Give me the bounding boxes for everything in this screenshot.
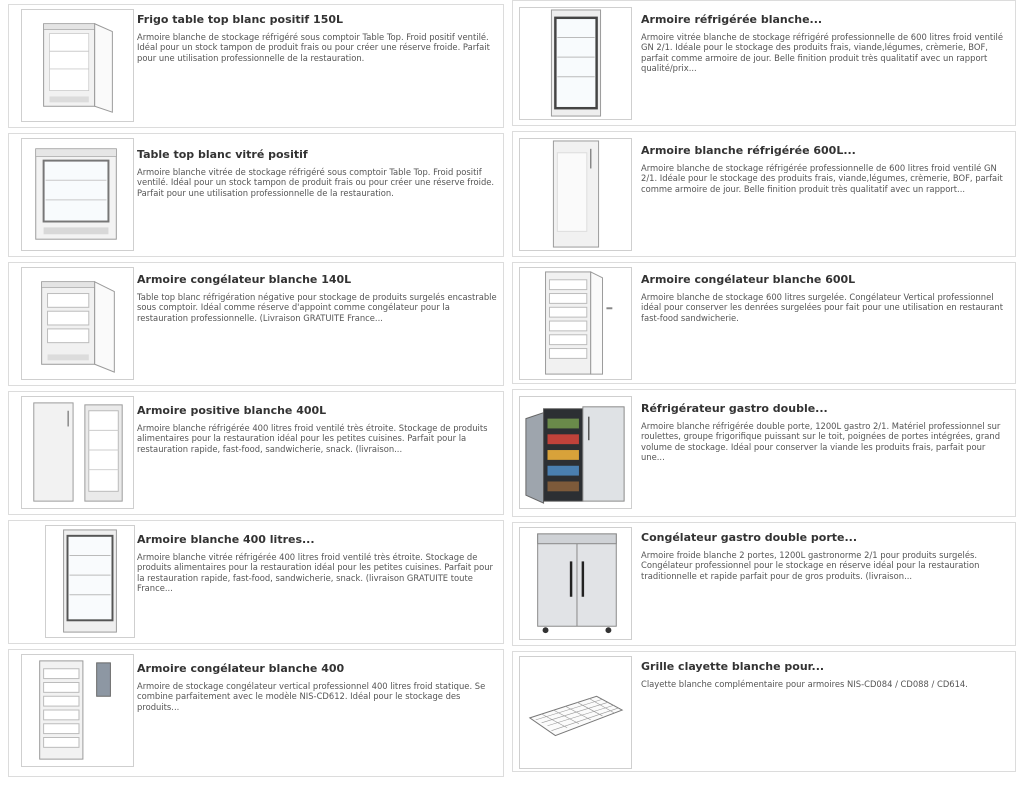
product-title[interactable]: Armoire congélateur blanche 400 (137, 662, 345, 675)
product-title[interactable]: Congélateur gastro double porte... (641, 531, 858, 544)
product-info (137, 273, 497, 323)
product-card[interactable] (8, 133, 504, 257)
product-info (137, 13, 497, 63)
tall-fridge-pair-icon[interactable] (21, 396, 134, 509)
product-description: Armoire blanche réfrigérée double porte, 1200L gastro 2/1. Matériel professionnel sur roulettes, groupe frigorifique puissant sur le toit, poignées de portes intégrées, grand volume de stockage. Idéal pour conserver la viande les produits frais, parfait pour une... (641, 421, 1001, 462)
product-card[interactable] (8, 4, 504, 128)
product-info (641, 13, 1009, 73)
tall-glass-fridge-icon[interactable] (45, 525, 135, 638)
product-description: Armoire blanche de stockage réfrigéré sous comptoir Table Top. Froid positif ventilé. Idéal pour un stock tampon de produit frais ou pour créer une réserve froide. Parfait pour une utilisation professionnelle de la restauration. (137, 32, 490, 63)
product-title[interactable]: Table top blanc vitré positif (137, 148, 308, 161)
product-description: Armoire blanche vitrée réfrigérée 400 litres froid ventilé très étroite. Stockage de produits alimentaires pour la restauration idéal pour les petites cuisines. Parfait pour la restauration rapide, fast-food, sandwicherie, snack. (livraison GRATUITE toute France... (137, 552, 493, 593)
product-description: Armoire blanche de stockage réfrigérée professionnelle de 600 litres froid ventilé GN 2/1. Idéale pour le stockage des produits frais, viande,légumes, crèmerie, BOF, parfait comme armoire de jour. Belle finition produit très qualitatif avec un rapport... (641, 163, 1003, 194)
product-card[interactable] (512, 651, 1016, 772)
tall-open-freezer-icon[interactable] (519, 267, 632, 380)
product-card[interactable] (512, 262, 1016, 384)
undercounter-fridge-open-door-icon[interactable] (21, 9, 134, 122)
product-info (137, 148, 497, 198)
double-door-fridge-open-icon[interactable] (519, 396, 632, 509)
product-title[interactable]: Grille clayette blanche pour... (641, 660, 825, 673)
product-card[interactable] (512, 131, 1016, 257)
product-description: Armoire blanche de stockage 600 litres surgelée. Congélateur Vertical professionnel idéal pour conserver les denrées surgelées pour fait pour une utilisation en restaurant fast-food sandwicherie. (641, 292, 1003, 323)
product-description: Armoire vitrée blanche de stockage réfrigéré professionnelle de 600 litres froid ventilé GN 2/1. Idéale pour le stockage des produits frais, viande,légumes, crèmerie, BOF, parfait comme armoire de jour. Belle finition produit très qualitatif avec un rapport qualité/prix... (641, 32, 1003, 73)
product-card[interactable] (512, 522, 1016, 646)
product-info (641, 660, 1009, 689)
product-description: Armoire froide blanche 2 portes, 1200L gastronorme 2/1 pour produits surgelés. Congélateur professionnel pour le stockage en réserve idéal pour la restauration traditionnelle et rapide parfait pour de gros produits. (livraison... (641, 550, 980, 581)
undercounter-glass-fridge-icon[interactable] (21, 138, 134, 251)
product-description: Clayette blanche complémentaire pour armoires NIS-CD084 / CD088 / CD614. (641, 679, 968, 689)
product-description: Table top blanc réfrigération négative pour stockage de produits surgelés encastrable sous comptoir. Idéal comme réserve d'appoint comme congélateur pour la restauration professionnelle. (Livraison GRATUITE France... (137, 292, 497, 323)
product-card[interactable] (8, 262, 504, 386)
product-card[interactable] (8, 520, 504, 644)
product-info (137, 404, 501, 454)
product-title[interactable]: Armoire réfrigérée blanche... (641, 13, 823, 26)
tall-white-cabinet-icon[interactable] (519, 138, 632, 251)
product-info (137, 533, 497, 593)
wire-shelf-grid-icon[interactable] (519, 656, 632, 769)
product-title[interactable]: Réfrigérateur gastro double... (641, 402, 828, 415)
product-title[interactable]: Armoire blanche réfrigérée 600L... (641, 144, 856, 157)
product-description: Armoire blanche vitrée de stockage réfrigéré sous comptoir Table Top. Froid positif ventilé. Idéal pour un stock tampon de produit frais ou pour créer une réserve froide. Parfait pour une utilisation professionnelle de la restauration. (137, 167, 495, 198)
product-title[interactable]: Armoire blanche 400 litres... (137, 533, 315, 546)
product-info (641, 402, 1009, 462)
undercounter-freezer-icon[interactable] (21, 267, 134, 380)
product-title[interactable]: Frigo table top blanc positif 150L (137, 13, 344, 26)
product-card[interactable] (512, 0, 1016, 126)
product-card[interactable] (8, 391, 504, 515)
tall-freezer-pair-icon[interactable] (21, 654, 134, 767)
product-title[interactable]: Armoire congélateur blanche 600L (641, 273, 856, 286)
product-info (641, 144, 1009, 194)
product-card[interactable] (512, 389, 1016, 517)
product-card[interactable] (8, 649, 504, 777)
product-description: Armoire de stockage congélateur vertical professionnel 400 litres froid statique. Se combine parfaitement avec le modèle NIS-CD612. Idéal pour le stockage des produits... (137, 681, 486, 712)
product-info (641, 273, 1009, 323)
product-title[interactable]: Armoire positive blanche 400L (137, 404, 327, 417)
tall-glass-cabinet-icon[interactable] (519, 7, 632, 120)
product-info (641, 531, 1009, 581)
product-info (137, 662, 497, 712)
double-door-freezer-icon[interactable] (519, 527, 632, 640)
product-description: Armoire blanche réfrigérée 400 litres froid ventilé très étroite. Stockage de produits alimentaires pour la restauration idéal pour les petites cuisines. Parfait pour la restauration rapide, fast-food, sandwicherie, snack. (livraison... (137, 423, 488, 454)
product-title[interactable]: Armoire congélateur blanche 140L (137, 273, 352, 286)
